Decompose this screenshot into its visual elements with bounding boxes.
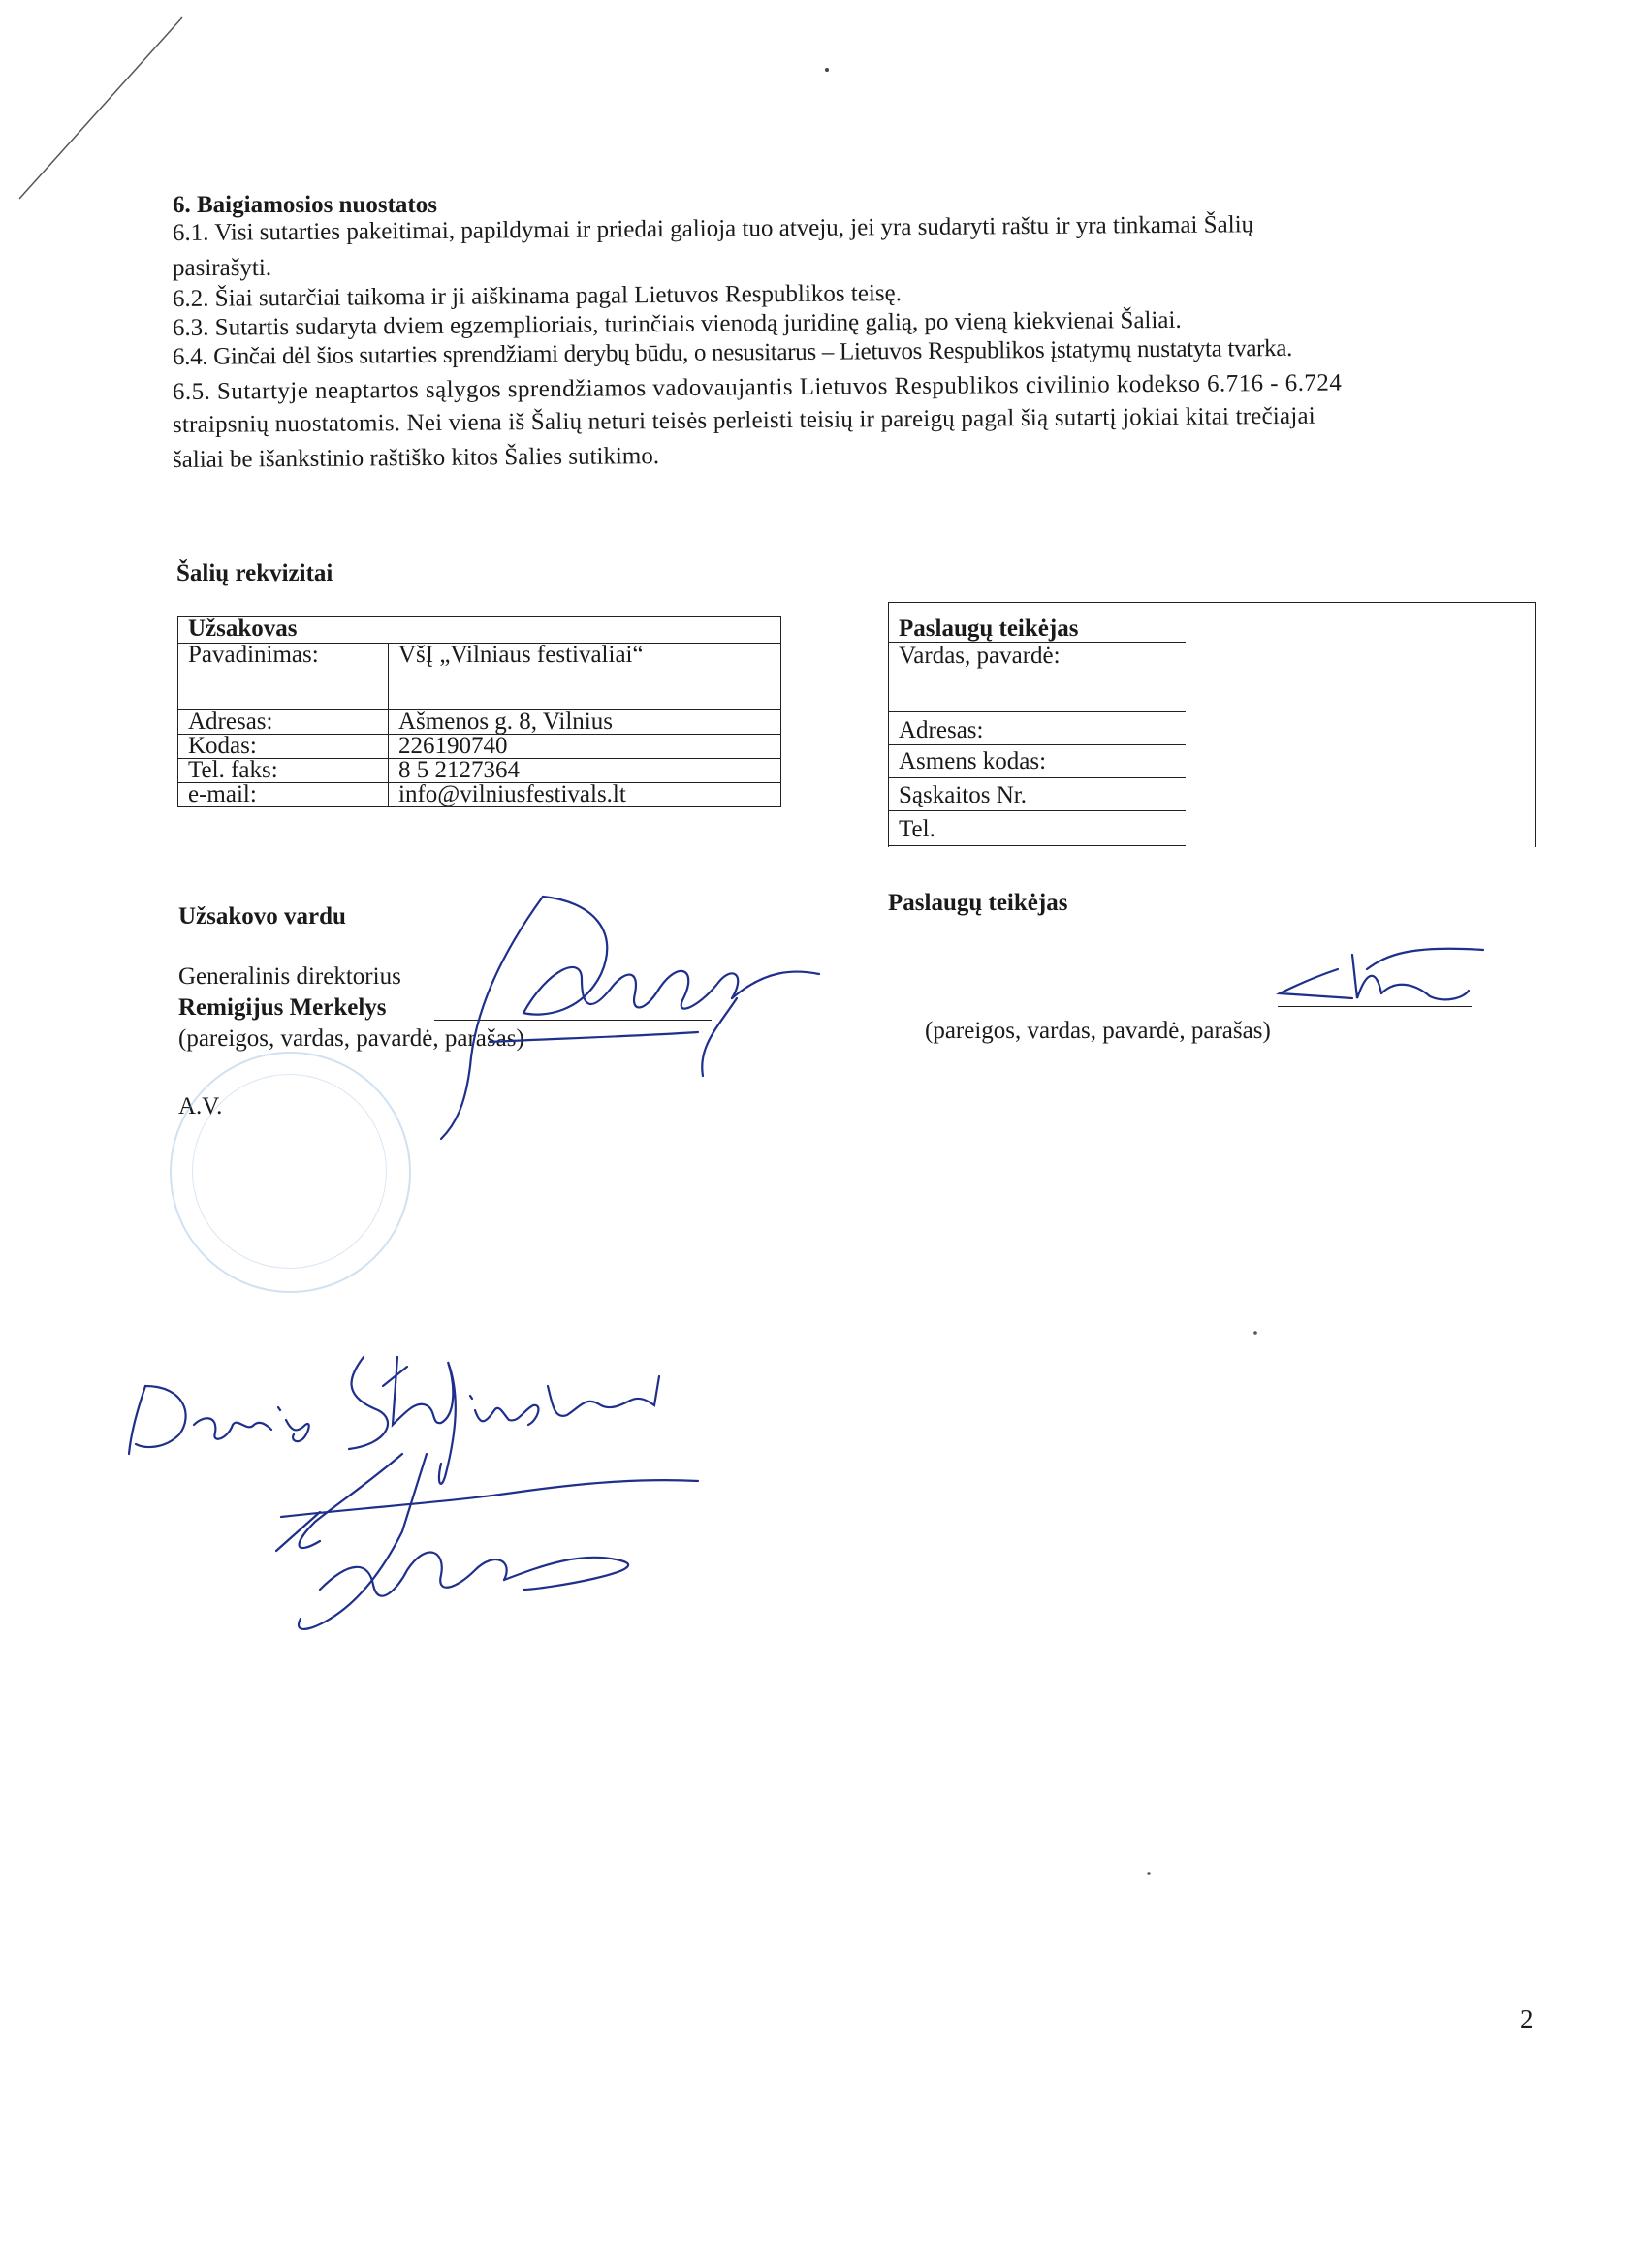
- clause-6-5-line-1: 6.5. Sutartyje neaptartos sąlygos sprendžiamos vadovaujantis Lietuvos Respublikos civilinio kodekso 6.716 - 6.724: [172, 369, 1343, 405]
- clause-6-1-line-1: 6.1. Visi sutarties pakeitimai, papildymai ir priedai galioja tuo atveju, jei yra sudaryti raštu ir yra tinkamai Šalių: [172, 211, 1254, 246]
- speck-mark: [1147, 1872, 1151, 1875]
- position-label: Generalinis direktorius: [178, 963, 401, 990]
- handwritten-name-signature-icon: [129, 1357, 698, 1629]
- row-value: VšĮ „Vilniaus festivaliai“: [389, 644, 781, 710]
- page-number: 2: [1520, 2004, 1534, 2033]
- right-caption: (pareigos, vardas, pavardė, parašas): [925, 1018, 1271, 1044]
- margin-mark: [19, 17, 182, 199]
- teikejas-signature-heading: Paslaugų teikėjas: [888, 890, 1068, 916]
- left-caption: (pareigos, vardas, pavardė, parašas): [178, 1025, 524, 1052]
- clause-6-1-line-2: pasirašyti.: [173, 255, 272, 281]
- uzsakovo-vardu-heading: Užsakovo vardu: [178, 903, 346, 929]
- row-label: Pavadinimas:: [178, 644, 389, 710]
- merkelys-signature-icon: [441, 897, 819, 1139]
- teikejas-row-label: Sąskaitos Nr.: [899, 782, 1027, 808]
- row-label: Kodas:: [178, 735, 389, 759]
- teikejas-row-label: Vardas, pavardė:: [899, 643, 1061, 669]
- row-value: 226190740: [389, 735, 781, 759]
- signer-name: Remigijus Merkelys: [178, 994, 387, 1021]
- section-title: 6. Baigiamosios nuostatos: [173, 192, 437, 218]
- teikejas-row-label: Adresas:: [899, 717, 984, 743]
- row-value: 8 5 2127364: [389, 759, 781, 783]
- teikejas-signature-icon: [1280, 949, 1483, 1000]
- row-label: Adresas:: [178, 710, 389, 735]
- row-label: Tel. faks:: [178, 759, 389, 783]
- clause-6-5-line-2: straipsnių nuostatomis. Nei viena iš Šalių neturi teisės perleisti teisių ir pareigų pagal šią sutartį jokiai kitai trečiajai: [172, 402, 1315, 438]
- row-value: info@vilniusfestivals.lt: [389, 783, 781, 807]
- clause-6-2: 6.2. Šiai sutarčiai taikoma ir ji aiškinama pagal Lietuvos Respublikos teisę.: [172, 280, 903, 312]
- teikejas-row-label: Asmens kodas:: [899, 748, 1047, 774]
- speck-mark: [825, 68, 829, 72]
- teikejas-header: Paslaugų teikėjas: [899, 615, 1079, 642]
- uzsakovas-header: Užsakovas: [178, 617, 781, 644]
- speck-mark: [1253, 1331, 1257, 1335]
- clause-6-5-line-3: šaliai be išankstinio raštiško kitos Šalies sutikimo.: [172, 443, 660, 473]
- teikejas-row-label: Tel.: [899, 816, 935, 842]
- clause-6-3: 6.3. Sutartis sudaryta dviem egzemplioriais, turinčiais vienodą juridinę galią, po vieną kiekvienai Šaliai.: [172, 306, 1182, 341]
- row-label: e-mail:: [178, 783, 389, 807]
- clause-6-4: 6.4. Ginčai dėl šios sutarties sprendžiami derybų būdu, o nesusitarus – Lietuvos Respublikos įstatymų nustatyta tvarka.: [172, 334, 1293, 370]
- av-label: A.V.: [178, 1093, 223, 1119]
- rekvizitai-title: Šalių rekvizitai: [176, 560, 333, 586]
- row-value: Ašmenos g. 8, Vilnius: [389, 710, 781, 735]
